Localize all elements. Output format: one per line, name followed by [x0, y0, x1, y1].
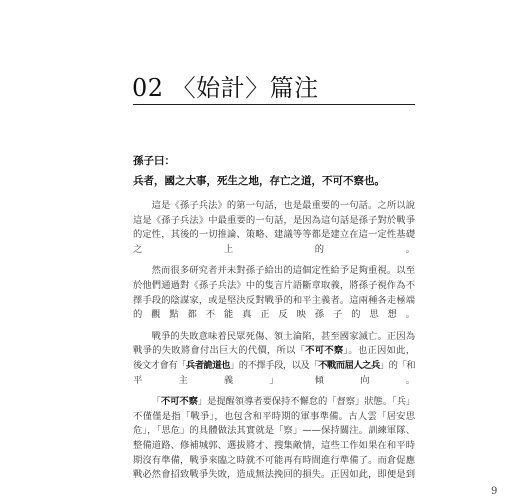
- text-line: [133, 214, 415, 229]
- body-text: 於他們通過對《孫子兵法》中的隻言片語斷章取義，將孫子視作為不: [133, 279, 415, 291]
- text-line: [133, 243, 415, 258]
- body-text: 整備道路、修補城郭、選拔將才、搜集敵情，這些工作如果在和平時: [133, 439, 415, 451]
- body-text: 然而很多研究者并未對孫子給出的這個定性給予足夠重視。以至: [151, 265, 415, 277]
- body-text: 這是《孫子兵法》的第一句話，也是最重要的一句話。之所以說: [151, 200, 415, 211]
- body-text: 的定性，其後的一切推論、策略、建議等等都是建立在這一定性基礎: [133, 229, 415, 241]
- text-line: [133, 395, 415, 410]
- quote-speaker: 孫子曰：: [133, 155, 175, 167]
- text-line: [133, 374, 415, 389]
- body-text: 「: [151, 396, 161, 408]
- body-text: 後文才會有「: [133, 359, 186, 371]
- body-text: 危」，「思危」的具體做法其實就是「察」——保持關注。訓練軍隊、: [133, 425, 415, 437]
- quote-block: [133, 151, 415, 191]
- body-text: 」的「和: [379, 359, 415, 371]
- body-text: 擇手段的陰謀家，或是堅決反對戰爭的和平主義者。這兩種各走極端: [133, 294, 415, 306]
- body-text: 」。也正因如此，: [343, 345, 415, 357]
- body-paragraph: [133, 395, 415, 483]
- text-line: [133, 359, 415, 374]
- emphasis-text: 兵者詭道也: [185, 359, 230, 371]
- body-text: 戰爭的失敗將會付出巨大的代價，所以「: [133, 345, 306, 357]
- text-line: [133, 279, 415, 294]
- body-text: 平主義」傾向。: [133, 374, 415, 386]
- text-line: [133, 264, 415, 279]
- body-text-block: [133, 199, 415, 483]
- body-text: 」是提醒領導者要保持不懈怠的「督察」狀態。「兵」: [197, 396, 415, 408]
- page-number: 9: [491, 486, 498, 497]
- text-line: [133, 294, 415, 309]
- emphasis-text: 不可不察: [160, 396, 198, 408]
- body-text: 之上的。: [133, 243, 415, 255]
- quote-text: 兵者，國之大事，死生之地，存亡之道，不可不察也。: [133, 175, 385, 187]
- chapter-title: 02 〈始計〉篇注: [132, 74, 319, 102]
- text-line: [133, 199, 415, 214]
- body-paragraph: [133, 264, 415, 322]
- body-text: 期沒有準備，戰爭來臨之時就不可能再有時間進行準備了。而倉促應: [133, 454, 415, 466]
- body-text: 的觀點都不能真正反映孫子的思想。: [133, 309, 415, 321]
- text-line: [133, 410, 415, 425]
- text-line: [133, 228, 415, 243]
- body-text: 」的不擇手段，以及「: [229, 359, 319, 371]
- body-text: 戰必然會招致戰爭失敗，造成無法挽回的損失。正因如此，即便是到: [133, 469, 415, 481]
- body-paragraph: [133, 199, 415, 257]
- emphasis-text: 不可不察: [305, 345, 344, 357]
- body-paragraph: [133, 330, 415, 388]
- body-text: 不僅僅是指「戰爭」，也包含和平時期的軍事準備。古人雲「居安思: [133, 410, 415, 422]
- text-line: [133, 424, 415, 439]
- body-text: 戰爭的失敗意味着民眾死傷、領土淪陷，甚至國家滅亡。正因為: [151, 330, 415, 342]
- text-line: [133, 344, 415, 359]
- text-line: [133, 468, 415, 483]
- emphasis-text: 不戰而屈人之兵: [318, 359, 380, 371]
- text-line: [133, 330, 415, 345]
- title-divider: [133, 104, 415, 105]
- text-line: [133, 308, 415, 323]
- body-text: 這是《孫子兵法》中最重要的一句話，是因為這句話是孫子對於戰爭: [133, 214, 415, 226]
- text-line: [133, 439, 415, 454]
- text-line: [133, 454, 415, 469]
